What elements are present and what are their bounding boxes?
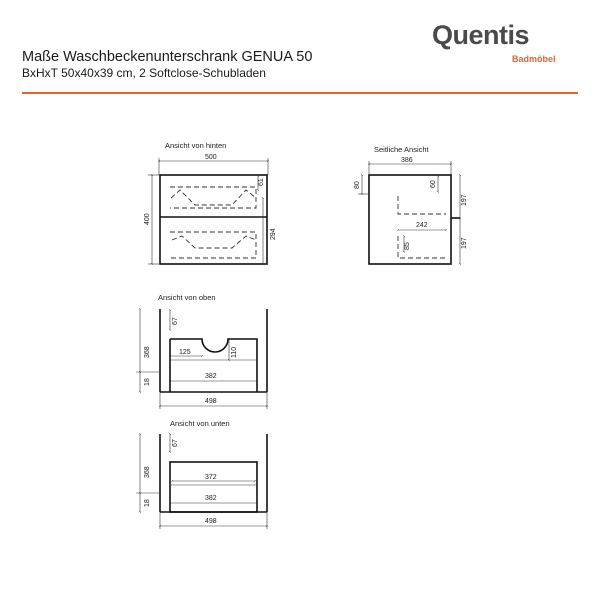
top-d125-dim: 125 xyxy=(179,349,191,356)
page-title: Maße Waschbeckenunterschrank GENUA 50 xyxy=(22,49,313,65)
side-d80-dim: 80 xyxy=(354,181,361,189)
bottom-d382-dim: 382 xyxy=(205,495,217,502)
side-d197a-dim: 197 xyxy=(461,194,468,206)
back-cabinet-outline xyxy=(160,175,267,264)
top-d18-dim: 18 xyxy=(144,378,151,386)
top-d382-dim: 382 xyxy=(205,373,217,380)
side-d60-dim: 60 xyxy=(430,180,437,188)
bottom-width-dim: 498 xyxy=(205,518,217,525)
side-d197b-dim: 197 xyxy=(461,237,468,249)
side-view-label: Seitliche Ansicht xyxy=(374,145,429,154)
bottom-d18-dim: 18 xyxy=(144,499,151,507)
bottom-drawer-outline xyxy=(170,462,257,512)
bottom-d368-dim: 368 xyxy=(144,466,151,478)
back-height-dim: 400 xyxy=(144,213,151,225)
side-width-dim: 386 xyxy=(401,157,413,164)
logo-tagline: Badmöbel xyxy=(512,54,556,64)
page-subtitle: BxHxT 50x40x39 cm, 2 Softclose-Schubladen xyxy=(22,66,266,80)
side-d85-dim: 85 xyxy=(404,242,411,250)
top-d368-dim: 368 xyxy=(144,346,151,358)
logo-name: Quentis xyxy=(432,20,530,50)
top-d110-dim: 110 xyxy=(231,346,238,358)
back-view xyxy=(144,141,277,264)
bottom-view xyxy=(136,419,267,529)
side-d242-dim: 242 xyxy=(416,222,428,229)
top-d67-dim: 67 xyxy=(172,317,179,325)
top-view-label: Ansicht von oben xyxy=(158,293,216,302)
back-d61-dim: 61 xyxy=(258,178,265,186)
bottom-view-label: Ansicht von unten xyxy=(170,419,230,428)
bottom-d372-dim: 372 xyxy=(205,474,217,481)
side-view xyxy=(354,145,468,264)
bottom-d67-dim: 67 xyxy=(172,439,179,447)
back-width-dim: 500 xyxy=(205,154,217,161)
back-view-label: Ansicht von hinten xyxy=(165,141,227,150)
back-d294-dim: 294 xyxy=(270,228,277,240)
top-width-dim: 498 xyxy=(205,398,217,405)
top-view xyxy=(136,293,267,409)
